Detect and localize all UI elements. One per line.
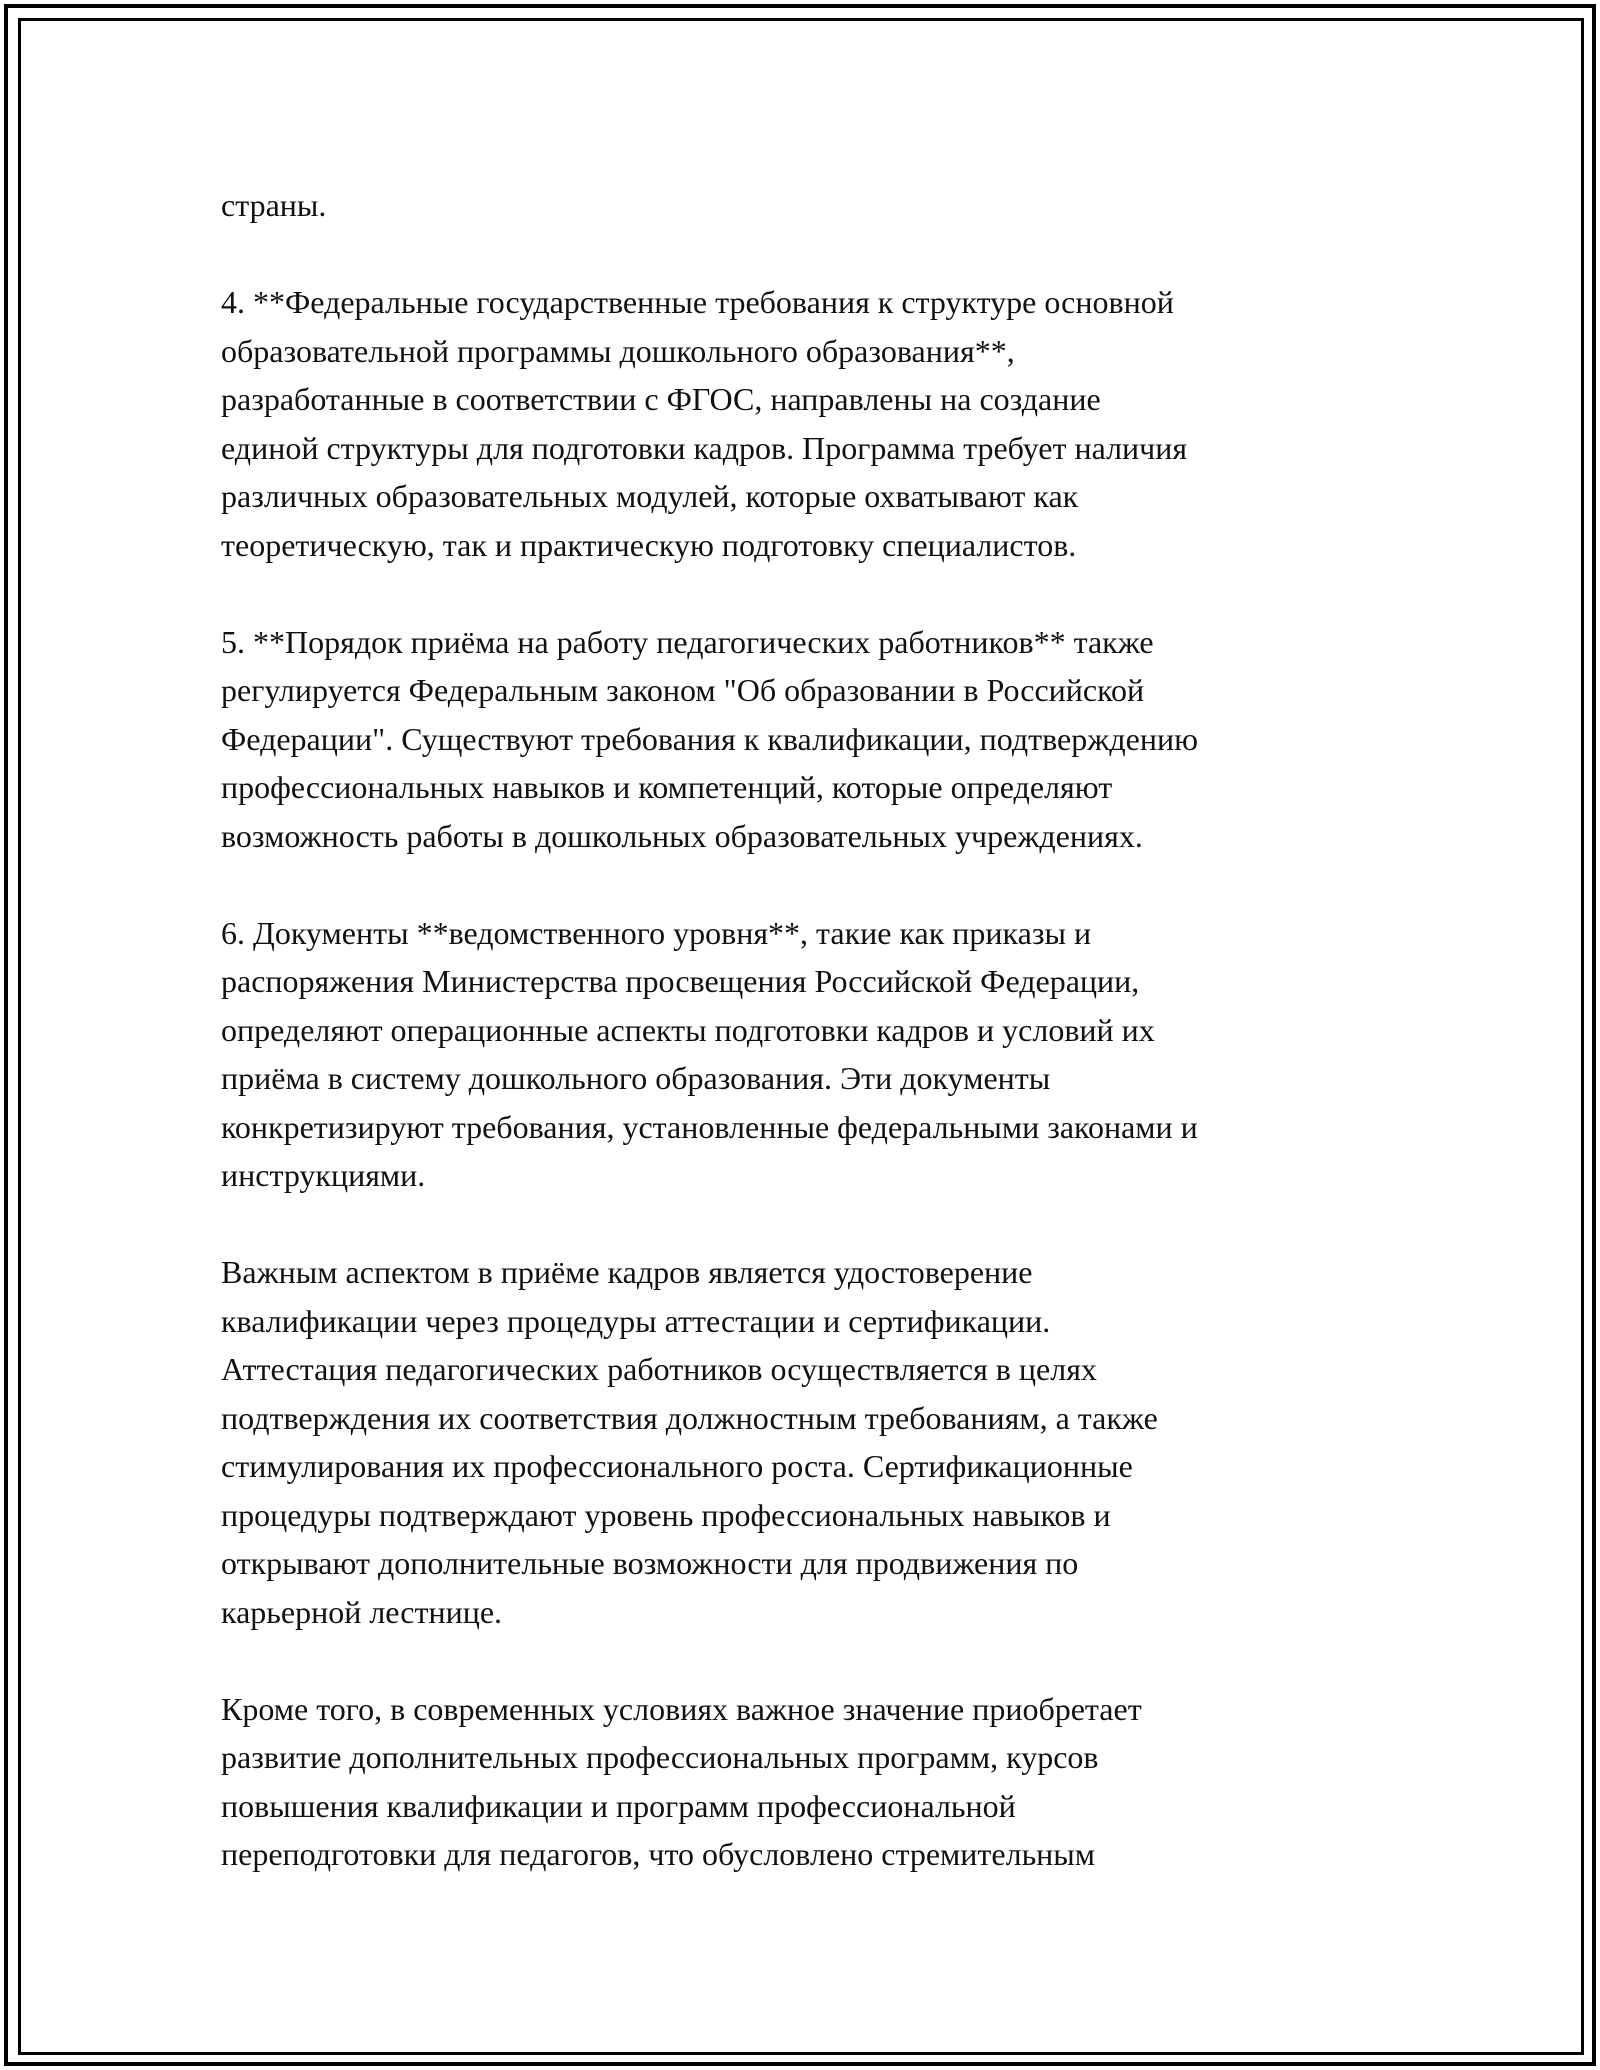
text-line: приёма в систему дошкольного образования. Эти документы: [221, 1060, 1051, 1096]
text-line: разработанные в соответствии с ФГОС, направлены на создание: [221, 381, 1101, 417]
text-line: повышения квалификации и программ профессиональной: [221, 1787, 1016, 1824]
text-line: квалификации через процедуры аттестации и сертификации.: [221, 1302, 1051, 1339]
text-line: теоретическую, так и практическую подготовку специалистов.: [221, 526, 1077, 563]
text-line: возможность работы в дошкольных образовательных учреждениях.: [221, 817, 1143, 854]
text-line: единой структуры для подготовки кадров. Программа требует наличия: [221, 429, 1188, 466]
text-line: Кроме того, в современных условиях важное значение приобретает: [221, 1690, 1142, 1727]
paragraph: [221, 909, 1381, 1200]
text-line: 6. Документы **ведомственного уровня**, такие как приказы и: [221, 914, 1092, 951]
text-line: развитие дополнительных профессиональных программ, курсов: [221, 1739, 1099, 1775]
paragraph: [221, 1248, 1381, 1636]
text-line: подтверждения их соответствия должностным требованиям, а также: [221, 1399, 1158, 1436]
text-line: образовательной программы дошкольного образования**,: [221, 332, 1015, 369]
paragraph-spacer: [221, 569, 1381, 618]
text-line: процедуры подтверждают уровень профессиональных навыков и: [221, 1496, 1111, 1533]
text-line: различных образовательных модулей, которые охватывают как: [221, 478, 1079, 514]
text-line: переподготовки для педагогов, что обусловлено стремительным: [221, 1836, 1096, 1872]
text-line: Федерации". Существуют требования к квалификации, подтверждению: [221, 720, 1198, 757]
paragraph-spacer: [221, 860, 1381, 909]
text-line: страны.: [221, 187, 327, 223]
text-line: Аттестация педагогических работников осуществляется в целях: [221, 1351, 1097, 1387]
paragraph: [221, 181, 1381, 230]
paragraph: [221, 278, 1381, 569]
text-line: конкретизируют требования, установленные федеральными законами и: [221, 1108, 1198, 1145]
paragraph-spacer: [221, 230, 1381, 279]
paragraph: [221, 618, 1381, 861]
text-line: карьерной лестнице.: [221, 1593, 503, 1630]
text-line: открывают дополнительные возможности для продвижения по: [221, 1545, 1079, 1581]
paragraph: [221, 1685, 1381, 1879]
text-line: инструкциями.: [221, 1157, 426, 1193]
document-body: [221, 181, 1381, 1879]
text-line: регулируется Федеральным законом "Об образовании в Российской: [221, 672, 1145, 708]
text-line: 4. **Федеральные государственные требования к структуре основной: [221, 284, 1174, 320]
text-line: 5. **Порядок приёма на работу педагогических работников** также: [221, 623, 1154, 660]
text-line: стимулирования их профессионального роста. Сертификационные: [221, 1448, 1133, 1484]
text-line: Важным аспектом в приёме кадров является удостоверение: [221, 1254, 1033, 1290]
paragraph-spacer: [221, 1636, 1381, 1685]
paragraph-spacer: [221, 1200, 1381, 1249]
text-line: профессиональных навыков и компетенций, которые определяют: [221, 769, 1113, 805]
text-line: определяют операционные аспекты подготовки кадров и условий их: [221, 1011, 1155, 1048]
text-line: распоряжения Министерства просвещения Российской Федерации,: [221, 963, 1140, 999]
